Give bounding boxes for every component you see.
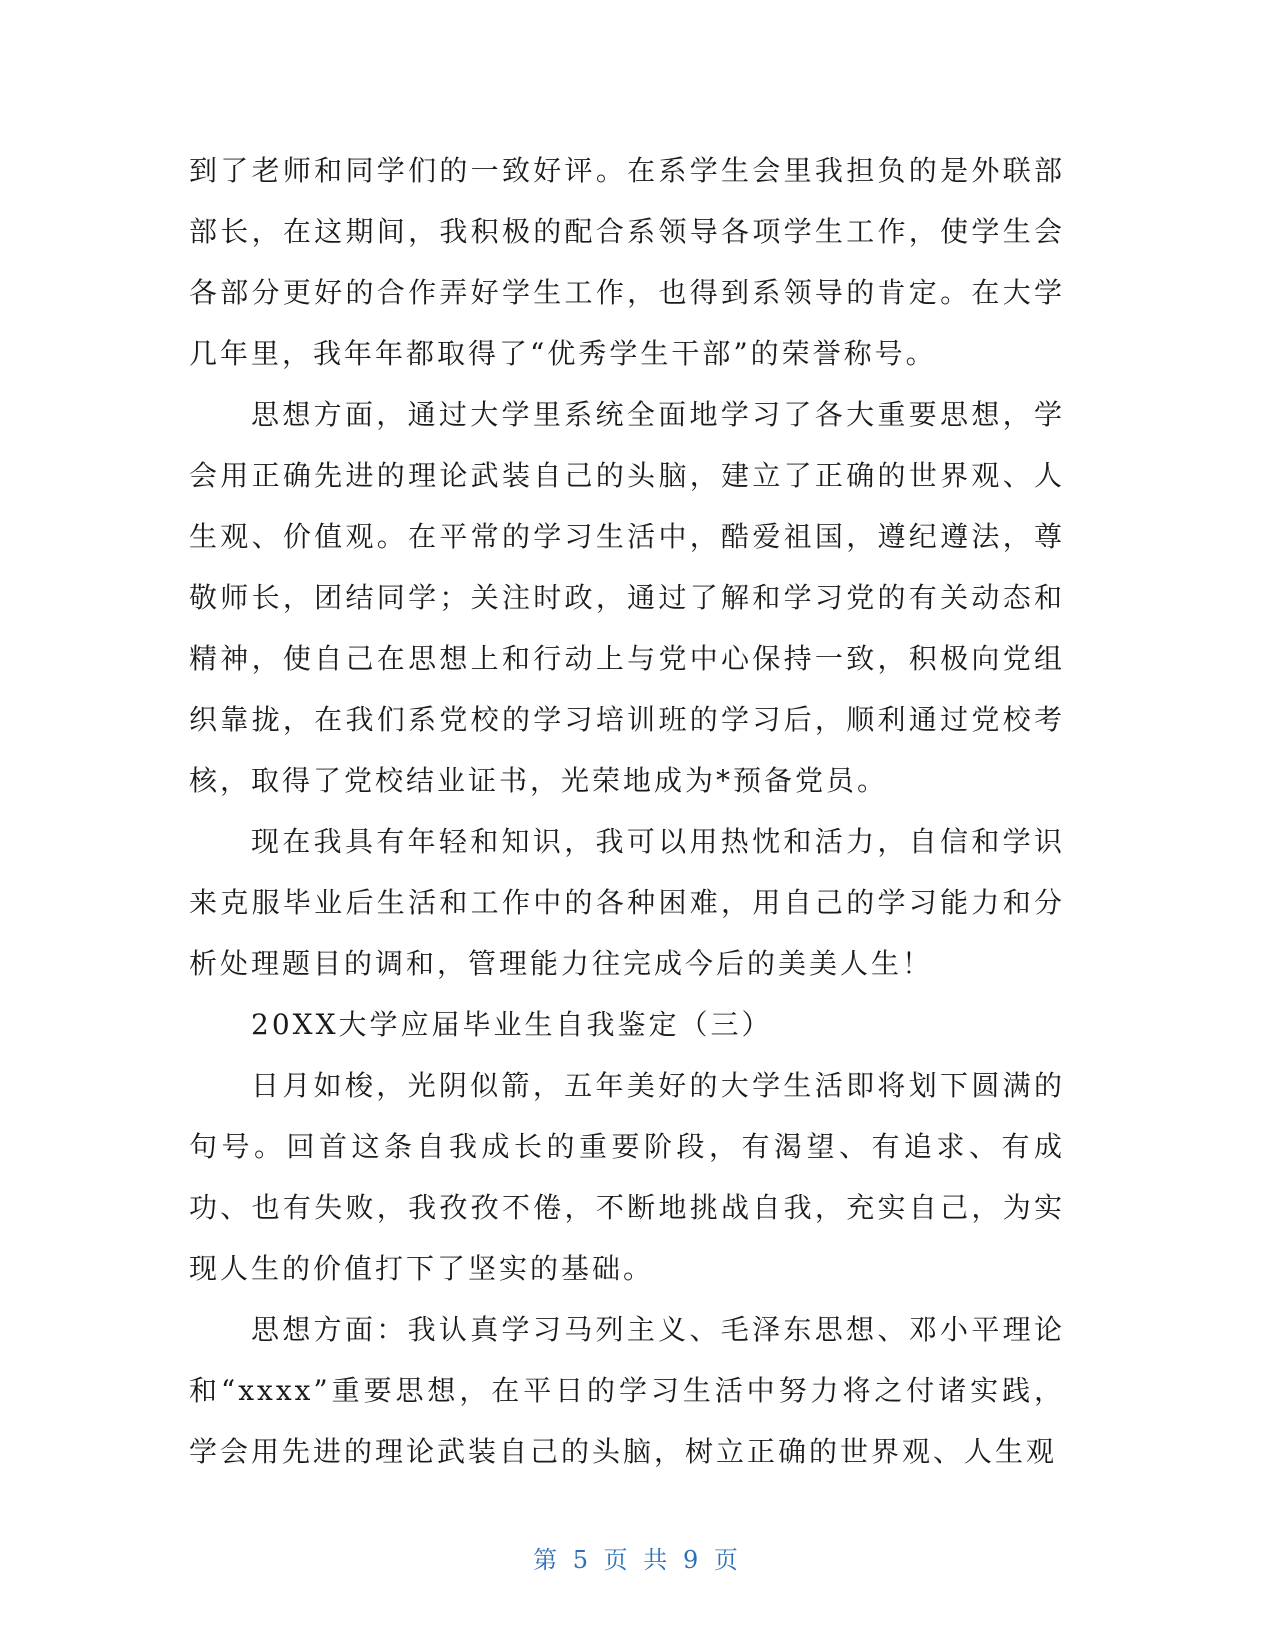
paragraph-continuation: 到了老师和同学们的一致好评。在系学生会里我担负的是外联部部长，在这期间，我积极的配合系领导各项学生工作，使学生会各部分更好的合作弄好学生工作，也得到系领导的肯定。在大学几年里，我年年都取得了“优秀学生干部”的荣誉称号。 — [189, 154, 1065, 370]
section-heading: 20XX大学应届毕业生自我鉴定（三） — [251, 1008, 773, 1041]
paragraph-thought: 思想方面，通过大学里系统全面地学习了各大重要思想，学会用正确先进的理论武装自己的头脑，建立了正确的世界观、人生观、价值观。在平常的学习生活中，酷爱祖国，遵纪遵法，尊敬师长，团结同学；关注时政，通过了解和学习党的有关动态和精神，使自己在思想上和行动上与党中心保持一致，积极向党组织靠拢，在我们系党校的学习培训班的学习后，顺利通过党校考核，取得了党校结业证书，光荣地成为*预备党员。 — [189, 398, 1065, 797]
document-body — [189, 140, 1065, 1482]
page-number: 第 5 页 共 9 页 — [533, 1546, 742, 1574]
paragraph-intro: 日月如梭，光阴似箭，五年美好的大学生活即将划下圆满的句号。回首这条自我成长的重要阶段，有渴望、有追求、有成功、也有失败，我孜孜不倦，不断地挑战自我，充实自己，为实现人生的价值打下了坚实的基础。 — [189, 1069, 1065, 1285]
paragraph-outlook: 现在我具有年轻和知识，我可以用热忱和活力，自信和学识来克服毕业后生活和工作中的各种困难，用自己的学习能力和分析处理题目的调和，管理能力往完成今后的美美人生！ — [189, 825, 1065, 980]
paragraph-thought-2: 思想方面：我认真学习马列主义、毛泽东思想、邓小平理论和“xxxx”重要思想，在平日的学习生活中努力将之付诸实践，学会用先进的理论武装自己的头脑，树立正确的世界观、人生观 — [189, 1313, 1065, 1468]
